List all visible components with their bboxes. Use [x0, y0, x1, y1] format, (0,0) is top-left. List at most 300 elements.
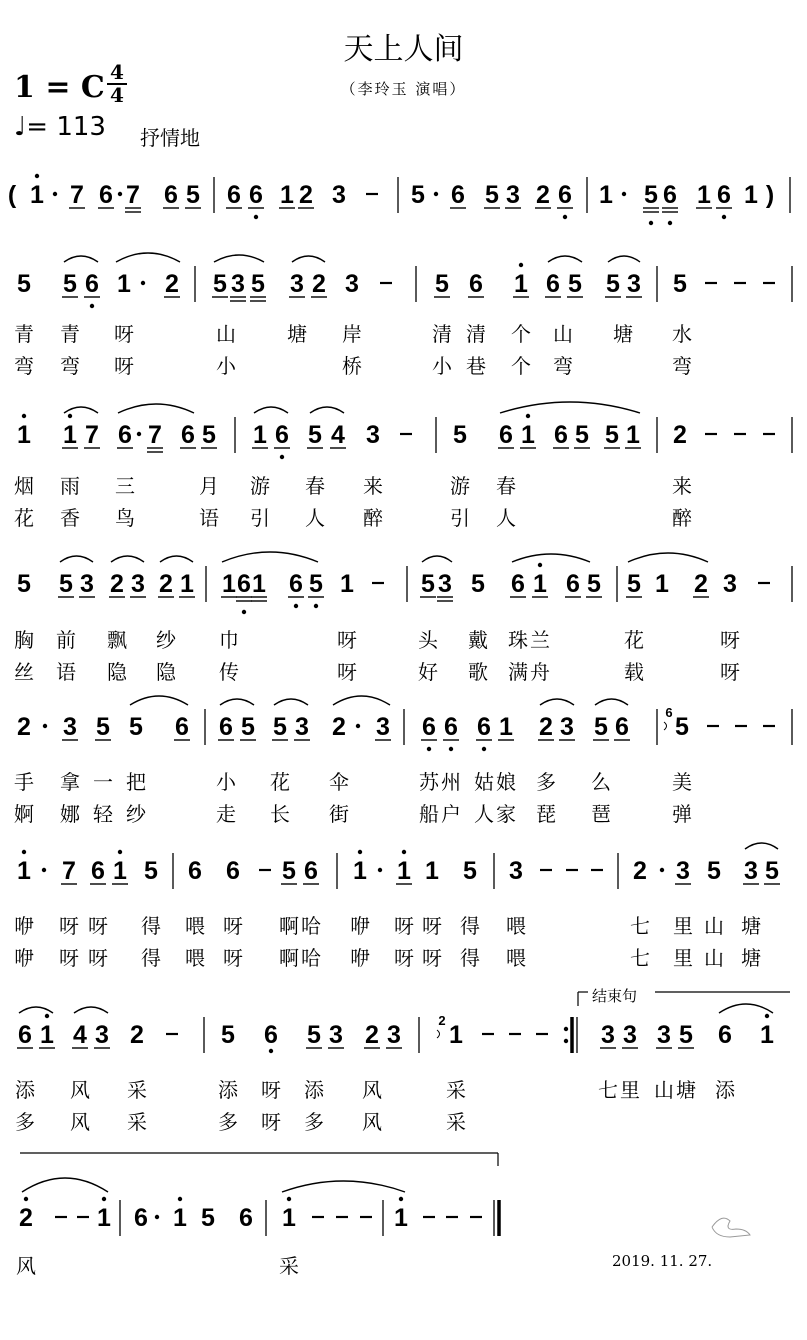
lyric-char: 多	[15, 1110, 35, 1134]
note-digit: 1	[655, 570, 669, 598]
lyric-char: 添	[304, 1078, 324, 1102]
note-digit: 5	[421, 570, 435, 598]
note-digit: 1	[449, 1021, 463, 1049]
lyric-char: 兰	[530, 628, 550, 652]
slur	[500, 402, 640, 413]
note-digit: 1	[521, 421, 535, 449]
note-digit: 5	[575, 421, 589, 449]
lyric-char: 飘	[107, 628, 127, 652]
note-digit: 1	[97, 1204, 111, 1232]
note-digit: 3	[601, 1021, 615, 1049]
note-digit: 6	[499, 421, 513, 449]
low-octave-dot	[280, 455, 284, 459]
note-digit: 5	[644, 181, 658, 209]
lyric-char: 喂	[506, 914, 526, 938]
note-digit: 5	[308, 421, 322, 449]
lyric-char: 人	[305, 506, 325, 530]
note-digit: 1	[397, 857, 411, 885]
slur	[254, 407, 288, 413]
lyric-char: 呀	[223, 914, 243, 938]
lyric-char: 塘	[676, 1078, 696, 1102]
slur	[160, 556, 193, 562]
note-digit: 7	[148, 421, 162, 449]
slur	[310, 407, 344, 413]
lyric-char: 头	[418, 628, 438, 652]
note-digit: 6	[264, 1021, 278, 1049]
lyric-char: 多	[536, 770, 556, 794]
lyric-char: 喂	[185, 914, 205, 938]
lyric-char: 得	[141, 946, 161, 970]
low-octave-dot	[427, 747, 431, 751]
lyric-char: 胸	[14, 628, 34, 652]
lyric-char: 一	[93, 770, 113, 794]
lyric-char: 隐	[156, 660, 176, 684]
note-digit: 3	[80, 570, 94, 598]
lyric-char: 塘	[741, 946, 761, 970]
lyric-char: 弯	[14, 354, 34, 378]
lyric-char: 呀	[337, 628, 357, 652]
lyric-char: 花	[270, 770, 290, 794]
high-octave-dot	[178, 1197, 182, 1201]
lyric-char: 七	[630, 946, 650, 970]
note-digit: 3	[295, 713, 309, 741]
note-digit: 6	[227, 181, 241, 209]
ending-label: 结束句	[592, 987, 638, 1005]
lyric-char: 纱	[156, 628, 176, 652]
lyric-char: 采	[446, 1110, 466, 1134]
lyric-char: 呀	[114, 322, 134, 346]
lyric-char: 小	[432, 354, 452, 378]
lyric-char: 巷	[466, 354, 486, 378]
slur	[540, 699, 574, 705]
lyric-char: 船	[419, 802, 439, 826]
lyric-char: 州	[441, 770, 461, 794]
grace-slur	[437, 1030, 440, 1038]
slur	[60, 556, 93, 562]
lyric-char: 呀	[223, 946, 243, 970]
slur	[64, 256, 98, 262]
note-digit: 3	[63, 713, 77, 741]
note-digit: 6	[554, 421, 568, 449]
grace-note-2: 2	[438, 1013, 446, 1028]
lyric-char: 咿	[350, 914, 370, 938]
lyric-char: 游	[450, 474, 470, 498]
note-digit: 1	[599, 181, 613, 209]
note-digit: 1	[117, 270, 131, 298]
lyric-char: 花	[624, 628, 644, 652]
lyric-char: 弯	[672, 354, 692, 378]
lyric-char: 山	[654, 1078, 674, 1102]
note-digit: 5	[221, 1021, 235, 1049]
note-digit: 5	[273, 713, 287, 741]
note-digit: 3	[95, 1021, 109, 1049]
high-octave-dot	[102, 1197, 106, 1201]
note-digit: 1	[744, 181, 758, 209]
lyric-char: 春	[305, 474, 325, 498]
low-octave-dot	[722, 215, 726, 219]
note-digit: 7	[62, 857, 76, 885]
low-octave-dot	[482, 747, 486, 751]
lyric-char: 珠	[508, 628, 528, 652]
lyric-char: 山	[216, 322, 236, 346]
note-digit: 1	[173, 1204, 187, 1232]
note-digit: 2	[312, 270, 326, 298]
lyric-char: 娘	[496, 770, 516, 794]
note-digit: 6	[188, 857, 202, 885]
note-digit: 2	[536, 181, 550, 209]
lyric-char: 语	[199, 506, 219, 530]
low-octave-dot	[294, 604, 298, 608]
slur	[512, 554, 590, 562]
note-digit: 4	[73, 1021, 87, 1049]
note-digit: 5	[201, 1204, 215, 1232]
note-digit: 1	[63, 421, 77, 449]
note-digit: 1	[17, 421, 31, 449]
lyric-char: 得	[460, 914, 480, 938]
high-octave-dot	[402, 850, 406, 854]
lyric-char: 采	[127, 1078, 147, 1102]
note-digit: 2	[130, 1021, 144, 1049]
lyric-char: 伞	[329, 770, 349, 794]
lyric-char: 醉	[672, 506, 692, 530]
lyric-char: 醉	[363, 506, 383, 530]
lyric-char: 前	[56, 628, 76, 652]
note-digit: 2	[159, 570, 173, 598]
lyric-char: 好	[418, 660, 438, 684]
note-digit: 1	[626, 421, 640, 449]
high-octave-dot	[22, 850, 26, 854]
note-digit: 5	[435, 270, 449, 298]
note-digit: 5	[144, 857, 158, 885]
note-digit: 1	[17, 857, 31, 885]
lyric-char: 舟	[530, 660, 550, 684]
lyric-char: 丝	[14, 660, 34, 684]
note-digit: 5	[59, 570, 73, 598]
lyric-char: 载	[624, 660, 644, 684]
note-digit: 6	[175, 713, 189, 741]
lyric-char: 风	[70, 1110, 90, 1134]
high-octave-dot	[45, 1014, 49, 1018]
note-digit: 5	[17, 570, 31, 598]
lyric-char: 呀	[114, 354, 134, 378]
lyric-char: 清	[432, 322, 452, 346]
note-digit: 6	[249, 181, 263, 209]
note-digit: 6	[164, 181, 178, 209]
note-digit: 3	[366, 421, 380, 449]
note-digit: 1	[113, 857, 127, 885]
note-digit: 2	[110, 570, 124, 598]
time-signature-top: 4	[110, 60, 124, 84]
lyric-char: 风	[70, 1078, 90, 1102]
note-digit: 5	[411, 181, 425, 209]
note-digit: 1	[697, 181, 711, 209]
lyric-char: 弹	[672, 802, 692, 826]
lyric-char: 隐	[107, 660, 127, 684]
note-digit: 1	[394, 1204, 408, 1232]
note-digit: 5	[282, 857, 296, 885]
note-digit: 3	[723, 570, 737, 598]
slur	[64, 407, 98, 413]
low-octave-dot	[449, 747, 453, 751]
slur	[595, 699, 628, 705]
note-digit: 5	[568, 270, 582, 298]
lyric-char: 哈	[301, 946, 321, 970]
note-digit: 6	[118, 421, 132, 449]
slur	[222, 552, 318, 562]
low-octave-dot	[269, 1049, 273, 1053]
lyric-char: 哈	[301, 914, 321, 938]
lyric-char: 来	[363, 474, 383, 498]
note-digit: 2	[332, 713, 346, 741]
lyric-char: 弯	[60, 354, 80, 378]
lyric-char: 纱	[126, 802, 146, 826]
note-digit: 6	[18, 1021, 32, 1049]
lyric-char: 香	[60, 506, 80, 530]
note-digit: 5	[63, 270, 77, 298]
lyric-char: 青	[14, 322, 34, 346]
note-digit: 5	[186, 181, 200, 209]
note-digit: 5	[471, 570, 485, 598]
note-digit: 1	[222, 570, 236, 598]
note-digit: 6	[219, 713, 233, 741]
note-digit: 2	[694, 570, 708, 598]
note-digit: 1	[252, 570, 266, 598]
lyric-char: 添	[15, 1078, 35, 1102]
slur	[719, 1004, 773, 1013]
augmentation-dot	[155, 1215, 159, 1219]
augmentation-dot	[378, 868, 382, 872]
slur	[22, 1178, 108, 1192]
note-digit: 3	[329, 1021, 343, 1049]
lyric-char: 琶	[591, 802, 611, 826]
lyric-char: 采	[127, 1110, 147, 1134]
lyric-char: 雨	[60, 474, 80, 498]
high-octave-dot	[358, 850, 362, 854]
high-octave-dot	[35, 174, 39, 178]
note-digit: 3	[438, 570, 452, 598]
lyric-char: 街	[329, 802, 349, 826]
lyric-char: 岸	[342, 322, 362, 346]
song-title: 天上人间	[343, 32, 464, 67]
note-digit: 6	[717, 181, 731, 209]
lyric-char: 个	[511, 354, 531, 378]
note-digit: 3	[627, 270, 641, 298]
lyric-char: 得	[141, 914, 161, 938]
repeat-dot	[564, 1027, 568, 1031]
lyric-char: 走	[216, 802, 236, 826]
lyric-char: 清	[466, 322, 486, 346]
parenthesis: )	[765, 181, 775, 209]
note-digit: 3	[676, 857, 690, 885]
lyric-char: 喂	[506, 946, 526, 970]
note-digit: 1	[514, 270, 528, 298]
note-digit: 1	[280, 181, 294, 209]
note-digit: 6	[477, 713, 491, 741]
note-digit: 3	[231, 270, 245, 298]
note-digit: 6	[469, 270, 483, 298]
low-octave-dot	[242, 610, 246, 614]
note-digit: 5	[213, 270, 227, 298]
slur	[282, 1181, 405, 1192]
slur	[422, 556, 452, 562]
note-digit: 5	[606, 270, 620, 298]
lyric-char: 呀	[59, 914, 79, 938]
high-octave-dot	[765, 1014, 769, 1018]
low-octave-dot	[314, 604, 318, 608]
lyric-char: 塘	[613, 322, 633, 346]
note-digit: 6	[226, 857, 240, 885]
slur	[628, 553, 708, 562]
date-stamp: 2019. 11. 27.	[612, 1252, 713, 1270]
performer-credit: （李玲玉 演唱）	[340, 80, 467, 98]
high-octave-dot	[24, 1197, 28, 1201]
lyric-char: 小	[216, 354, 236, 378]
lyric-char: 呀	[337, 660, 357, 684]
note-digit: 5	[627, 570, 641, 598]
note-digit: 6	[718, 1021, 732, 1049]
note-digit: 3	[345, 270, 359, 298]
tempo-marking: ♩= 113	[14, 112, 106, 142]
note-digit: 6	[134, 1204, 148, 1232]
lyric-char: 手	[14, 770, 34, 794]
lyric-char: 山	[553, 322, 573, 346]
lyric-char: 山	[704, 914, 724, 938]
time-signature-bottom: 4	[110, 83, 124, 107]
note-digit: 5	[307, 1021, 321, 1049]
note-digit: 5	[765, 857, 779, 885]
note-digit: 3	[744, 857, 758, 885]
note-digit: 1	[253, 421, 267, 449]
lyric-char: 语	[56, 660, 76, 684]
note-digit: 1	[180, 570, 194, 598]
lyric-char: 桥	[342, 354, 362, 378]
lyric-char: 呀	[422, 914, 442, 938]
lyric-char: 咿	[14, 914, 34, 938]
slur	[220, 699, 254, 705]
note-digit: 2	[19, 1204, 33, 1232]
lyric-char: 家	[496, 802, 516, 826]
grace-note-6: 6	[665, 705, 673, 720]
lyric-char: 多	[304, 1110, 324, 1134]
note-digit: 1	[499, 713, 513, 741]
note-digit: 6	[237, 570, 251, 598]
lyric-char: 苏	[419, 770, 439, 794]
lyric-char: 水	[672, 322, 692, 346]
lyric-char: 风	[362, 1078, 382, 1102]
high-octave-dot	[22, 414, 26, 418]
lyric-char: 娜	[60, 802, 80, 826]
slur	[116, 253, 180, 262]
note-digit: 3	[332, 181, 346, 209]
note-digit: 3	[506, 181, 520, 209]
high-octave-dot	[68, 414, 72, 418]
lyric-char: 姑	[474, 770, 494, 794]
slur	[333, 696, 390, 705]
lyric-char: 歌	[468, 660, 488, 684]
lyric-char: 满	[508, 660, 528, 684]
lyric-char: 塘	[287, 322, 307, 346]
note-digit: 6	[615, 713, 629, 741]
note-digit: 2	[633, 857, 647, 885]
signature-doodle	[712, 1218, 750, 1237]
note-digit: 5	[485, 181, 499, 209]
note-digit: 6	[444, 713, 458, 741]
note-digit: 5	[673, 270, 687, 298]
note-digit: 5	[587, 570, 601, 598]
lyric-char: 轻	[93, 802, 113, 826]
note-digit: 5	[453, 421, 467, 449]
lyric-char: 美	[672, 770, 692, 794]
high-octave-dot	[287, 1197, 291, 1201]
lyric-char: 户	[441, 802, 461, 826]
note-digit: 6	[663, 181, 677, 209]
note-digit: 1	[425, 857, 439, 885]
augmentation-dot	[660, 868, 664, 872]
lyric-char: 来	[672, 474, 692, 498]
slur	[74, 1007, 108, 1013]
lyric-char: 里	[673, 914, 693, 938]
lyric-char: 月	[199, 474, 219, 498]
lyric-char: 呀	[394, 946, 414, 970]
lyric-char: 人	[496, 506, 516, 530]
parenthesis: (	[7, 181, 17, 209]
lyric-char: 引	[250, 506, 270, 530]
note-digit: 5	[675, 713, 689, 741]
lyric-char: 里	[673, 946, 693, 970]
lyric-char: 青	[60, 322, 80, 346]
lyric-char: 得	[460, 946, 480, 970]
note-digit: 6	[289, 570, 303, 598]
lyric-char: 长	[270, 802, 290, 826]
lyric-char: 多	[218, 1110, 238, 1134]
note-digit: 6	[511, 570, 525, 598]
augmentation-dot	[434, 192, 438, 196]
augmentation-dot	[141, 281, 145, 285]
note-digit: 5	[605, 421, 619, 449]
low-octave-dot	[563, 215, 567, 219]
note-digit: 5	[241, 713, 255, 741]
lyric-char: 拿	[60, 770, 80, 794]
note-digit: 3	[290, 270, 304, 298]
note-digit: 6	[181, 421, 195, 449]
note-digit: 1	[340, 570, 354, 598]
slur	[111, 556, 144, 562]
lyric-char: 喂	[185, 946, 205, 970]
note-digit: 3	[509, 857, 523, 885]
lyric-char: 采	[279, 1254, 299, 1278]
note-digit: 5	[679, 1021, 693, 1049]
lyric-char: 个	[511, 322, 531, 346]
note-digit: 1	[353, 857, 367, 885]
note-digit: 7	[126, 181, 140, 209]
note-digit: 4	[331, 421, 345, 449]
note-digit: 1	[760, 1021, 774, 1049]
note-digit: 5	[463, 857, 477, 885]
note-digit: 6	[566, 570, 580, 598]
note-digit: 2	[539, 713, 553, 741]
note-digit: 3	[131, 570, 145, 598]
slur	[292, 256, 325, 262]
note-digit: 6	[546, 270, 560, 298]
slur	[214, 255, 264, 262]
high-octave-dot	[526, 414, 530, 418]
slur	[19, 1007, 53, 1013]
low-octave-dot	[254, 215, 258, 219]
note-digit: 7	[70, 181, 84, 209]
lyric-char: 呀	[88, 914, 108, 938]
lyric-char: 么	[591, 770, 611, 794]
note-digit: 5	[96, 713, 110, 741]
